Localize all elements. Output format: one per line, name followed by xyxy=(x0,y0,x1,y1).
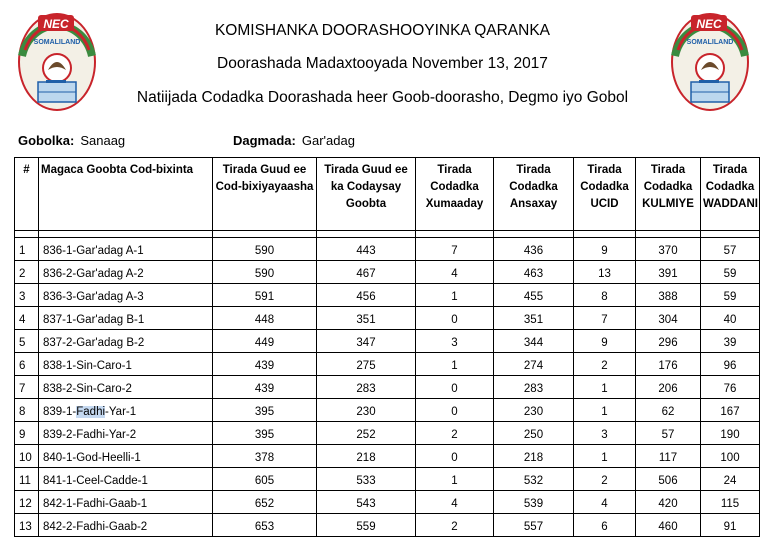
col-header-ucid: Tirada Codadka UCID xyxy=(574,158,636,231)
cell-registered: 439 xyxy=(213,376,317,399)
cell-waddani: 76 xyxy=(701,376,760,399)
district-value: Gar'adag xyxy=(301,133,355,148)
cell-invalid: 0 xyxy=(416,399,494,422)
commission-title: KOMISHANKA DOORASHOOYINKA QARANKA xyxy=(214,22,551,39)
cell-kulmiye: 206 xyxy=(636,376,701,399)
cell-kulmiye: 420 xyxy=(636,491,701,514)
table-row xyxy=(15,445,760,468)
cell-num: 4 xyxy=(15,307,39,330)
logo-org-text: NEC xyxy=(43,17,69,31)
cell-voted: 467 xyxy=(317,261,416,284)
election-title: Doorashada Madaxtooyada November 13, 2017 xyxy=(217,55,548,72)
cell-kulmiye: 176 xyxy=(636,353,701,376)
results-table xyxy=(14,157,760,537)
col-header-registered: Tirada Guud ee Cod-bixiyayaasha xyxy=(213,158,317,231)
cell-kulmiye: 296 xyxy=(636,330,701,353)
cell-kulmiye: 57 xyxy=(636,422,701,445)
cell-voted: 218 xyxy=(317,445,416,468)
cell-num: 12 xyxy=(15,491,39,514)
table-row xyxy=(15,514,760,537)
cell-invalid: 4 xyxy=(416,491,494,514)
cell-kulmiye: 388 xyxy=(636,284,701,307)
table-row xyxy=(15,468,760,491)
cell-kulmiye: 117 xyxy=(636,445,701,468)
cell-valid: 344 xyxy=(494,330,574,353)
cell-ucid: 2 xyxy=(574,468,636,491)
cell-voted: 347 xyxy=(317,330,416,353)
cell-voted: 543 xyxy=(317,491,416,514)
cell-invalid: 0 xyxy=(416,307,494,330)
table-row xyxy=(15,399,760,422)
cell-voted: 559 xyxy=(317,514,416,537)
cell-num: 1 xyxy=(15,238,39,261)
cell-valid: 351 xyxy=(494,307,574,330)
cell-invalid: 0 xyxy=(416,376,494,399)
cell-voted: 443 xyxy=(317,238,416,261)
table-row xyxy=(15,284,760,307)
cell-ucid: 4 xyxy=(574,491,636,514)
cell-station: 842-1-Fadhi-Gaab-1 xyxy=(39,491,213,514)
col-header-waddani: Tirada Codadka WADDANI xyxy=(701,158,760,231)
logo-org-text: NEC xyxy=(696,17,722,31)
cell-invalid: 4 xyxy=(416,261,494,284)
cell-invalid: 7 xyxy=(416,238,494,261)
cell-registered: 590 xyxy=(213,261,317,284)
cell-num: 13 xyxy=(15,514,39,537)
table-row xyxy=(15,422,760,445)
cell-invalid: 0 xyxy=(416,445,494,468)
cell-station: 836-1-Gar'adag A-1 xyxy=(39,238,213,261)
cell-invalid: 2 xyxy=(416,422,494,445)
cell-valid: 274 xyxy=(494,353,574,376)
cell-station: 836-3-Gar'adag A-3 xyxy=(39,284,213,307)
cell-valid: 455 xyxy=(494,284,574,307)
cell-ucid: 6 xyxy=(574,514,636,537)
region-field xyxy=(18,133,125,148)
nec-logo-right xyxy=(669,10,751,116)
cell-invalid: 1 xyxy=(416,468,494,491)
table-row xyxy=(15,307,760,330)
table-row xyxy=(15,491,760,514)
cell-ucid: 1 xyxy=(574,399,636,422)
nec-logo-left xyxy=(16,10,98,116)
cell-waddani: 39 xyxy=(701,330,760,353)
cell-station: 836-2-Gar'adag A-2 xyxy=(39,261,213,284)
cell-num: 8 xyxy=(15,399,39,422)
cell-registered: 590 xyxy=(213,238,317,261)
cell-waddani: 59 xyxy=(701,261,760,284)
cell-ucid: 8 xyxy=(574,284,636,307)
col-header-num: # xyxy=(15,158,39,231)
nec-emblem-icon xyxy=(669,10,751,116)
region-label: Gobolka: xyxy=(18,133,75,148)
cell-registered: 653 xyxy=(213,514,317,537)
cell-voted: 351 xyxy=(317,307,416,330)
cell-waddani: 167 xyxy=(701,399,760,422)
cell-valid: 230 xyxy=(494,399,574,422)
cell-ucid: 9 xyxy=(574,238,636,261)
cell-registered: 439 xyxy=(213,353,317,376)
cell-invalid: 1 xyxy=(416,284,494,307)
cell-valid: 463 xyxy=(494,261,574,284)
cell-station: 838-1-Sin-Caro-1 xyxy=(39,353,213,376)
header-row xyxy=(15,158,760,231)
cell-kulmiye: 506 xyxy=(636,468,701,491)
cell-voted: 230 xyxy=(317,399,416,422)
cell-station: 842-2-Fadhi-Gaab-2 xyxy=(39,514,213,537)
cell-valid: 539 xyxy=(494,491,574,514)
cell-voted: 275 xyxy=(317,353,416,376)
cell-registered: 652 xyxy=(213,491,317,514)
table-row xyxy=(15,330,760,353)
cell-voted: 533 xyxy=(317,468,416,491)
cell-kulmiye: 304 xyxy=(636,307,701,330)
district-field xyxy=(233,133,355,148)
cell-num: 3 xyxy=(15,284,39,307)
table-row xyxy=(15,376,760,399)
header-spacer-row xyxy=(15,231,760,238)
cell-ucid: 2 xyxy=(574,353,636,376)
cell-invalid: 1 xyxy=(416,353,494,376)
results-subtitle: Natiijada Codadka Doorashada heer Goob-doorasho, Degmo iyo Gobol xyxy=(136,89,629,106)
col-header-invalid: Tirada Codadka Xumaaday xyxy=(416,158,494,231)
cell-num: 10 xyxy=(15,445,39,468)
cell-waddani: 40 xyxy=(701,307,760,330)
cell-num: 7 xyxy=(15,376,39,399)
cell-station: 837-1-Gar'adag B-1 xyxy=(39,307,213,330)
region-value: Sanaag xyxy=(80,133,126,148)
cell-waddani: 57 xyxy=(701,238,760,261)
logo-country-text: SOMALILAND xyxy=(33,39,81,46)
cell-valid: 436 xyxy=(494,238,574,261)
cell-registered: 378 xyxy=(213,445,317,468)
cell-ucid: 13 xyxy=(574,261,636,284)
cell-registered: 395 xyxy=(213,399,317,422)
logo-country-text: SOMALILAND xyxy=(686,39,734,46)
district-label: Dagmada: xyxy=(233,133,296,148)
text-selection-highlight[interactable]: Fadhi xyxy=(76,405,106,418)
col-header-kulmiye: Tirada Codadka KULMIYE xyxy=(636,158,701,231)
col-header-valid: Tirada Codadka Ansaxay xyxy=(494,158,574,231)
cell-waddani: 115 xyxy=(701,491,760,514)
table-row xyxy=(15,238,760,261)
cell-num: 2 xyxy=(15,261,39,284)
col-header-station: Magaca Goobta Cod-bixinta xyxy=(39,158,213,231)
cell-kulmiye: 370 xyxy=(636,238,701,261)
cell-station: 837-2-Gar'adag B-2 xyxy=(39,330,213,353)
cell-valid: 218 xyxy=(494,445,574,468)
cell-station: 840-1-God-Heelli-1 xyxy=(39,445,213,468)
cell-valid: 283 xyxy=(494,376,574,399)
cell-valid: 532 xyxy=(494,468,574,491)
cell-num: 9 xyxy=(15,422,39,445)
cell-registered: 605 xyxy=(213,468,317,491)
cell-ucid: 3 xyxy=(574,422,636,445)
cell-ucid: 1 xyxy=(574,445,636,468)
cell-kulmiye: 391 xyxy=(636,261,701,284)
cell-registered: 449 xyxy=(213,330,317,353)
cell-station: 839-1-Fadhi-Yar-1 xyxy=(39,399,213,422)
cell-voted: 252 xyxy=(317,422,416,445)
cell-num: 11 xyxy=(15,468,39,491)
cell-waddani: 100 xyxy=(701,445,760,468)
cell-registered: 395 xyxy=(213,422,317,445)
cell-voted: 456 xyxy=(317,284,416,307)
nec-emblem-icon xyxy=(16,10,98,116)
cell-invalid: 2 xyxy=(416,514,494,537)
cell-valid: 250 xyxy=(494,422,574,445)
cell-kulmiye: 62 xyxy=(636,399,701,422)
table-row xyxy=(15,353,760,376)
cell-station: 841-1-Ceel-Cadde-1 xyxy=(39,468,213,491)
col-header-voted: Tirada Guud ee ka Codaysay Goobta xyxy=(317,158,416,231)
cell-station: 839-2-Fadhi-Yar-2 xyxy=(39,422,213,445)
cell-num: 5 xyxy=(15,330,39,353)
cell-registered: 448 xyxy=(213,307,317,330)
cell-waddani: 96 xyxy=(701,353,760,376)
table-row xyxy=(15,261,760,284)
cell-waddani: 190 xyxy=(701,422,760,445)
cell-registered: 591 xyxy=(213,284,317,307)
cell-invalid: 3 xyxy=(416,330,494,353)
cell-ucid: 1 xyxy=(574,376,636,399)
cell-valid: 557 xyxy=(494,514,574,537)
cell-station: 838-2-Sin-Caro-2 xyxy=(39,376,213,399)
cell-voted: 283 xyxy=(317,376,416,399)
cell-waddani: 91 xyxy=(701,514,760,537)
cell-waddani: 59 xyxy=(701,284,760,307)
cell-ucid: 7 xyxy=(574,307,636,330)
cell-kulmiye: 460 xyxy=(636,514,701,537)
cell-num: 6 xyxy=(15,353,39,376)
cell-waddani: 24 xyxy=(701,468,760,491)
cell-ucid: 9 xyxy=(574,330,636,353)
